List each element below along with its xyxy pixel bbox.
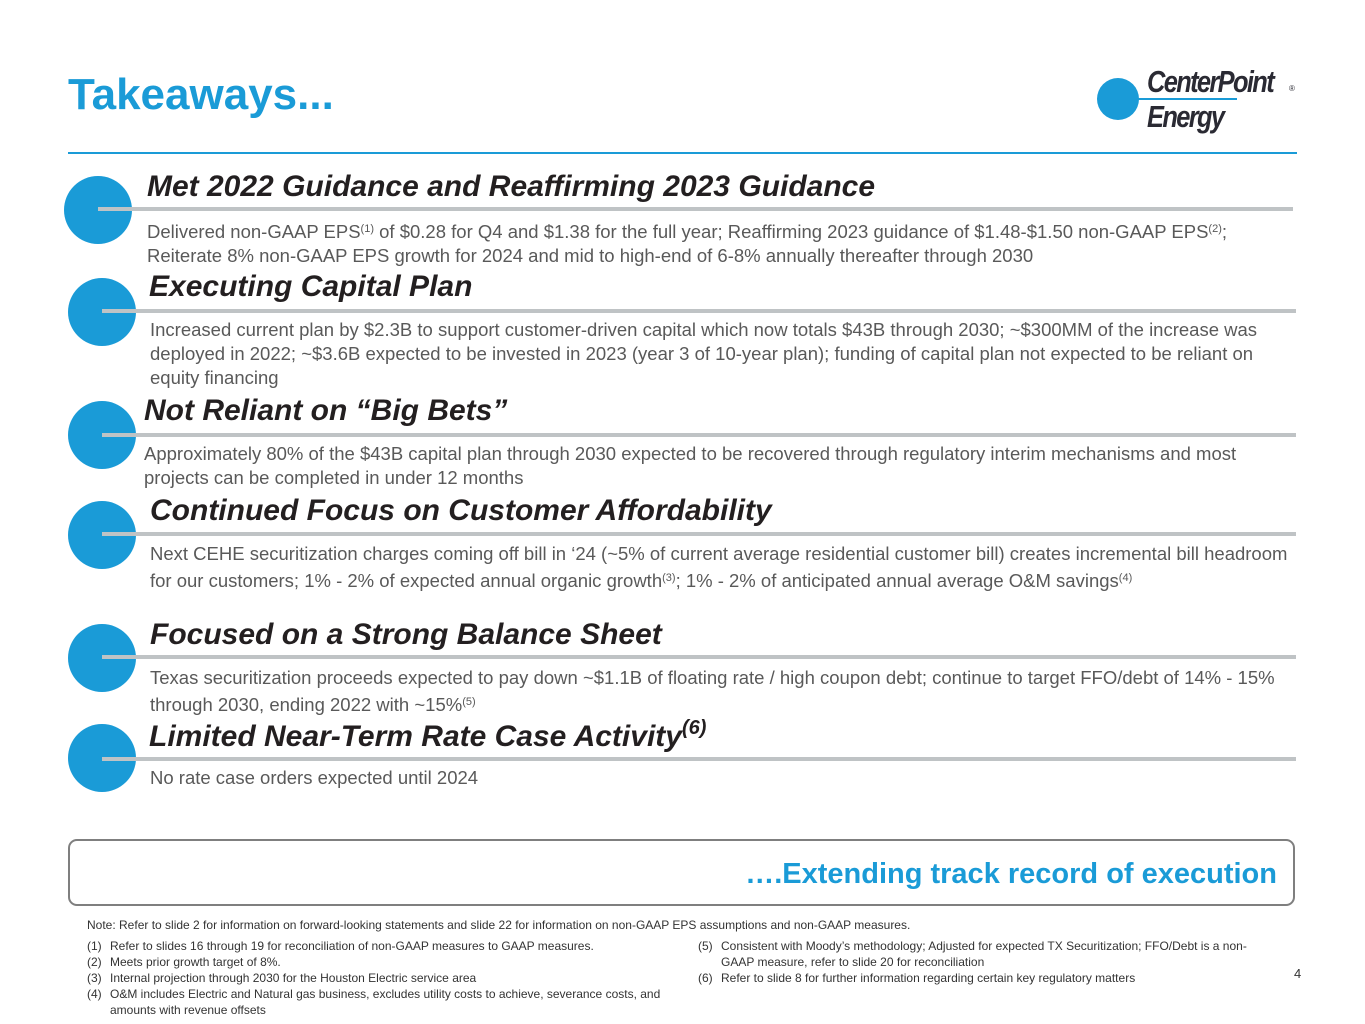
footnotes-left bbox=[87, 938, 667, 1018]
section-heading: Executing Capital Plan bbox=[149, 270, 473, 303]
page-title: Takeaways... bbox=[68, 70, 334, 119]
footnote-item bbox=[698, 970, 1278, 986]
footnote-ref: (6) bbox=[681, 717, 707, 739]
body-text: ; 1% - 2% of anticipated annual average O&M savings bbox=[675, 570, 1119, 591]
footnote-ref: (1) bbox=[360, 223, 374, 235]
footnote-item bbox=[87, 938, 667, 954]
page-number: 4 bbox=[1294, 966, 1302, 981]
section-heading: Focused on a Strong Balance Sheet bbox=[150, 618, 662, 651]
footnote-number: (4) bbox=[87, 987, 102, 1001]
footnote-text: Refer to slides 16 through 19 for reconciliation of non-GAAP measures to GAAP measures. bbox=[110, 939, 594, 953]
title-rule bbox=[68, 152, 1297, 154]
section-heading bbox=[149, 717, 706, 754]
footnote-ref: (2) bbox=[1208, 223, 1222, 235]
footnote-item bbox=[698, 938, 1278, 970]
section-body bbox=[150, 542, 1290, 593]
section-body: No rate case orders expected until 2024 bbox=[150, 767, 479, 788]
body-text: Texas securitization proceeds expected to pay down ~$1.1B of floating rate / high coupon debt; continue to target FFO/debt of 14% - 15% through 2030, ending 2022 with ~15% bbox=[150, 667, 1275, 715]
section-divider bbox=[102, 757, 1296, 761]
footnote-number: (2) bbox=[87, 955, 102, 969]
section-heading: Not Reliant on “Big Bets” bbox=[144, 394, 508, 427]
footnote-ref: (3) bbox=[662, 572, 676, 584]
footnote-text: O&M includes Electric and Natural gas business, excludes utility costs to achieve, severance costs, and amounts with revenue offsets bbox=[110, 987, 661, 1017]
section-body bbox=[150, 666, 1290, 717]
footnote-item bbox=[87, 954, 667, 970]
body-text: Delivered non-GAAP EPS bbox=[147, 221, 361, 242]
centerpoint-logo bbox=[1097, 64, 1302, 144]
footnote-text: Internal projection through 2030 for the Houston Electric service area bbox=[110, 971, 477, 985]
section-divider bbox=[102, 433, 1296, 437]
footnote-ref: (4) bbox=[1118, 572, 1133, 584]
section-divider bbox=[102, 655, 1296, 659]
logo-registered-mark: ® bbox=[1289, 84, 1295, 93]
callout-text: ….Extending track record of execution bbox=[745, 858, 1277, 890]
body-text: ; Reiterate 8% non-GAAP EPS growth for 2024 and mid to high-end of 6-8% annually thereafter through 2030 bbox=[147, 221, 1228, 266]
logo-text-line1: CenterPoint bbox=[1147, 64, 1274, 99]
section-heading: Met 2022 Guidance and Reaffirming 2023 Guidance bbox=[147, 170, 876, 203]
section-divider bbox=[102, 532, 1296, 536]
footnotes-right bbox=[698, 938, 1278, 986]
footnote-item bbox=[87, 970, 667, 986]
callout-box bbox=[68, 839, 1295, 906]
body-text: Next CEHE securitization charges coming off bill in ‘24 (~5% of current average residential customer bill) creates incremental bill headroom for our customers; 1% - 2% of expected annual organic growth bbox=[150, 543, 1288, 591]
section-body: Increased current plan by $2.3B to support customer-driven capital which now totals $43B through 2030; ~$300MM of the increase was deployed in 2022; ~$3.6B expected to be invested in 2023 (year 3 of 10-year plan); funding of capital plan not expected to be reliant on equity financing bbox=[150, 319, 1258, 388]
footnote-number: (6) bbox=[698, 971, 713, 985]
section-body bbox=[147, 217, 1287, 268]
footnote-ref: (5) bbox=[462, 696, 476, 708]
logo-text-line2: Energy bbox=[1147, 99, 1224, 134]
section-heading: Continued Focus on Customer Affordability bbox=[150, 494, 772, 527]
section-divider bbox=[102, 309, 1296, 313]
footnote-number: (5) bbox=[698, 939, 713, 953]
body-text: of $0.28 for Q4 and $1.38 for the full year; Reaffirming 2023 guidance of $1.48-$1.50 non-GAAP EPS bbox=[374, 221, 1209, 242]
section-body: Approximately 80% of the $43B capital plan through 2030 expected to be recovered through regulatory interim mechanisms and most projects can be completed in under 12 months bbox=[144, 443, 1237, 488]
footnote-text: Meets prior growth target of 8%. bbox=[110, 955, 281, 969]
footnote-number: (3) bbox=[87, 971, 102, 985]
footnote-item bbox=[87, 986, 667, 1018]
heading-text: Limited Near-Term Rate Case Activity bbox=[149, 720, 682, 753]
note-text: Note: Refer to slide 2 for information on forward-looking statements and slide 22 for information on non-GAAP EPS assumptions and non-GAAP measures. bbox=[87, 918, 911, 932]
section-divider bbox=[98, 207, 1293, 211]
footnote-text: Consistent with Moody’s methodology; Adjusted for expected TX Securitization; FFO/Debt is a non-GAAP measure, refer to slide 20 for reconciliation bbox=[721, 939, 1247, 969]
footnote-text: Refer to slide 8 for further information regarding certain key regulatory matters bbox=[721, 971, 1136, 985]
footnote-number: (1) bbox=[87, 939, 102, 953]
